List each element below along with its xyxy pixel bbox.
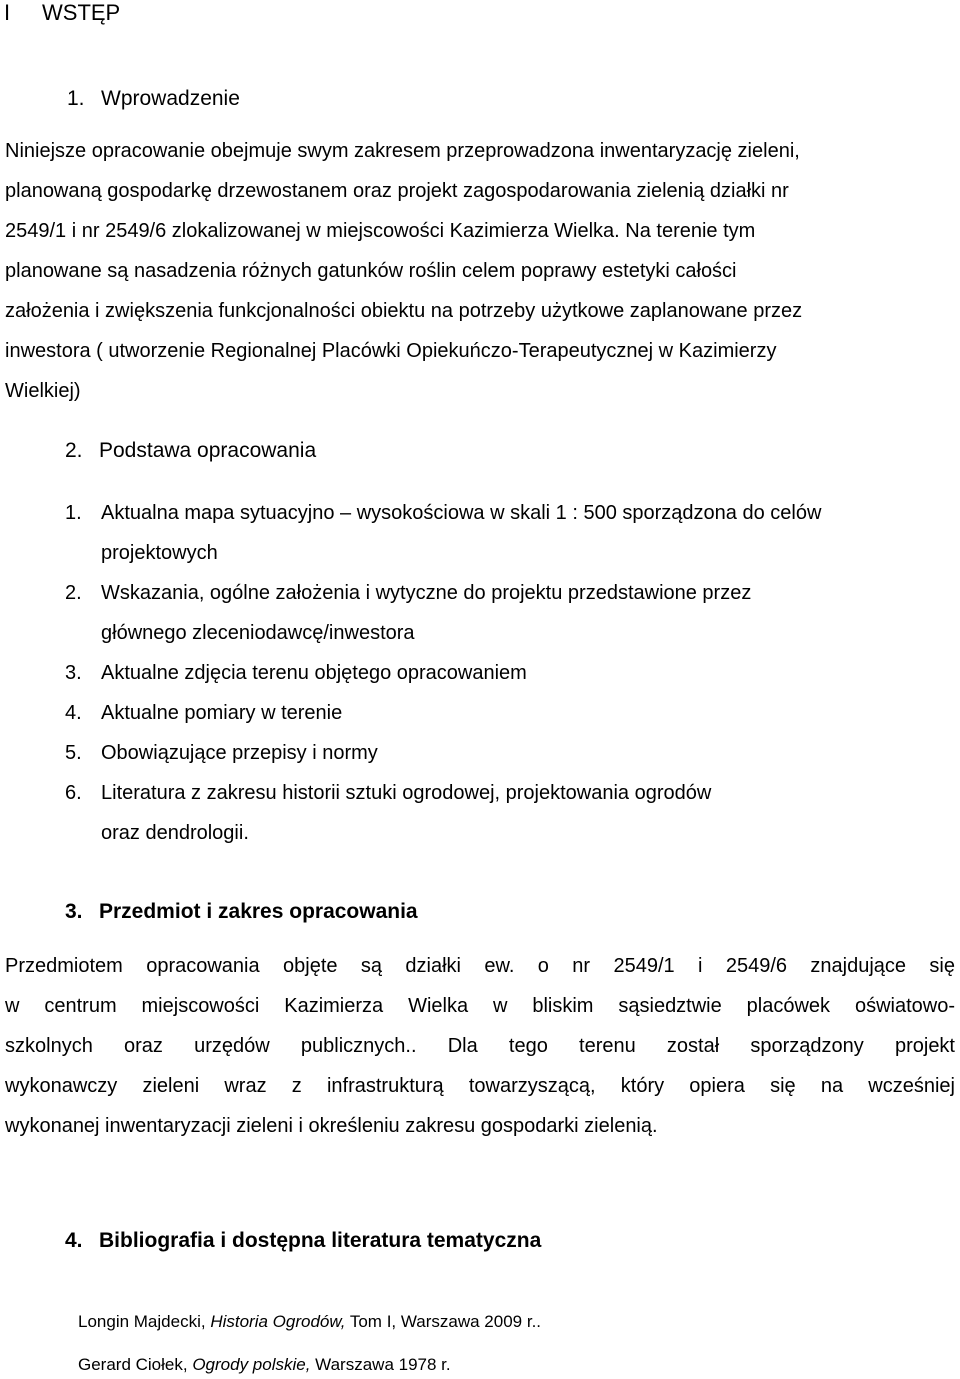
paragraph-line: założenia i zwiększenia funkcjonalności obiektu na potrzeby użytkowe zaplanowane przez xyxy=(5,300,803,322)
list-item-line: oraz dendrologii. xyxy=(101,822,249,844)
list-item-line: Literatura z zakresu historii sztuki ogrodowej, projektowania ogrodów xyxy=(101,782,712,804)
bibliography-entry xyxy=(78,1355,451,1375)
section-2-heading xyxy=(65,439,316,463)
section-2-title: Podstawa opracowania xyxy=(99,439,317,462)
section-2-number: 2. xyxy=(65,439,83,462)
list-item-number: 3. xyxy=(65,662,82,684)
section-4-heading xyxy=(65,1229,541,1253)
list-item-number: 1. xyxy=(65,502,82,524)
bibliography-title: Historia Ogrodów, xyxy=(210,1312,346,1331)
list-item-number: 4. xyxy=(65,702,82,724)
paragraph-line: planowaną gospodarkę drzewostanem oraz projekt zagospodarowania zielenią działki nr xyxy=(5,180,789,202)
paragraph-line: Przedmiotem opracowania objęte są działki ew. o nr 2549/1 i 2549/6 znajdujące się xyxy=(5,955,955,977)
bibliography-author: Gerard Ciołek, xyxy=(78,1355,193,1374)
list-item-line: projektowych xyxy=(101,542,218,564)
list-item-number: 5. xyxy=(65,742,82,764)
bibliography-details: Tom I, Warszawa 2009 r.. xyxy=(345,1312,542,1331)
list-item xyxy=(65,653,945,693)
list-item-number: 6. xyxy=(65,782,82,804)
list-item-line: Aktualna mapa sytuacyjno – wysokościowa w skali 1 : 500 sporządzona do celów xyxy=(101,502,822,524)
section-4-number: 4. xyxy=(65,1229,83,1252)
bibliography-entry xyxy=(78,1312,541,1332)
part-heading-roman: I xyxy=(4,0,11,25)
paragraph-line: w centrum miejscowości Kazimierza Wielka w bliskim sąsiedztwie placówek oświatowo- xyxy=(5,995,955,1017)
list-item xyxy=(65,573,945,653)
paragraph-line: 2549/1 i nr 2549/6 zlokalizowanej w miejscowości Kazimierza Wielka. Na terenie tym xyxy=(5,220,756,242)
list-item-line: Aktualne zdjęcia terenu objętego opracowaniem xyxy=(101,662,527,684)
bibliography-details: Warszawa 1978 r. xyxy=(310,1355,451,1374)
part-heading xyxy=(4,0,120,26)
list-item-line: Aktualne pomiary w terenie xyxy=(101,702,343,724)
paragraph-line: wykonawczy zieleni wraz z infrastrukturą towarzyszącą, który opiera się na wcześniej xyxy=(5,1075,955,1097)
list-item xyxy=(65,693,945,733)
paragraph-line: wykonanej inwentaryzacji zieleni i określeniu zakresu gospodarki zielenią. xyxy=(5,1115,658,1137)
paragraph-line: Niniejsze opracowanie obejmuje swym zakresem przeprowadzona inwentaryzację zieleni, xyxy=(5,140,800,162)
list-item-line: Wskazania, ogólne założenia i wytyczne do projektu przedstawione przez xyxy=(101,582,752,604)
section-3-title: Przedmiot i zakres opracowania xyxy=(99,900,418,923)
list-item xyxy=(65,493,945,573)
paragraph-line: szkolnych oraz urzędów publicznych.. Dla tego terenu został sporządzony projekt xyxy=(5,1035,955,1057)
list-item-line: Obowiązujące przepisy i normy xyxy=(101,742,378,764)
paragraph-line: planowane są nasadzenia różnych gatunków roślin celem poprawy estetyki całości xyxy=(5,260,737,282)
bibliography-title: Ogrody polskie, xyxy=(192,1355,311,1374)
part-heading-title: WSTĘP xyxy=(42,0,121,25)
section-4-title: Bibliografia i dostępna literatura tematyczna xyxy=(99,1229,542,1252)
list-item xyxy=(65,773,945,853)
section-1-heading xyxy=(67,87,240,111)
section-1-paragraph xyxy=(5,131,955,411)
section-3-paragraph xyxy=(5,946,955,1146)
bibliography-author: Longin Majdecki, xyxy=(78,1312,211,1331)
list-item-line: głównego zleceniodawcę/inwestora xyxy=(101,622,415,644)
list-item-number: 2. xyxy=(65,582,82,604)
section-1-title: Wprowadzenie xyxy=(101,87,240,110)
list-item xyxy=(65,733,945,773)
paragraph-line: inwestora ( utworzenie Regionalnej Placówki Opiekuńczo-Terapeutycznej w Kazimierzy xyxy=(5,340,777,362)
section-2-list xyxy=(65,493,945,853)
section-3-heading xyxy=(65,900,418,924)
section-1-number: 1. xyxy=(67,87,85,110)
section-3-number: 3. xyxy=(65,900,83,923)
paragraph-line: Wielkiej) xyxy=(5,380,81,402)
